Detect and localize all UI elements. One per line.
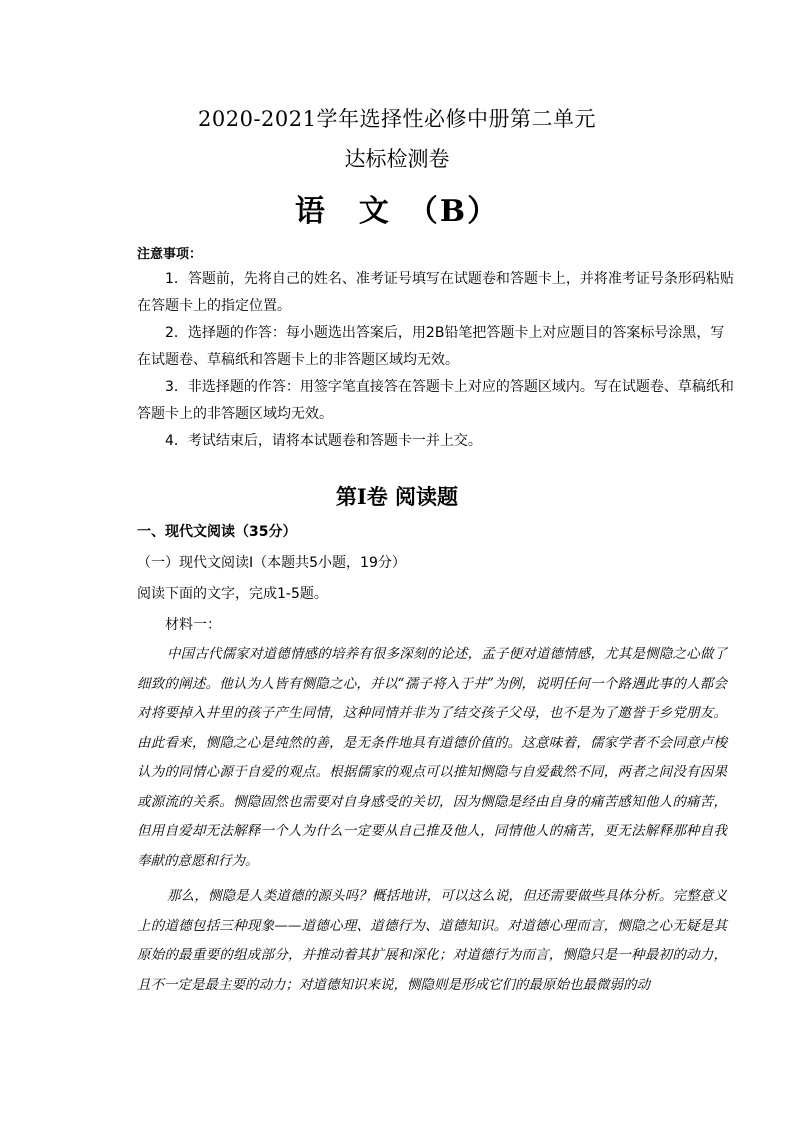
exam-title-line1: 2020-2021学年选择性必修中册第二单元 — [198, 107, 596, 131]
subject-title: 语 文 （B） — [294, 194, 500, 229]
instruction: 阅读下面的文字，完成1-5题。 — [137, 586, 328, 602]
material-label: 材料一： — [165, 617, 221, 633]
exam-title-line2: 达标检测卷 — [344, 147, 450, 171]
notice-item-3: 3．非选择题的作答：用签字笔直接答在答题卡上对应的答题区域内。写在试题卷、草稿纸和答题卡上的非答题区域均无效。 — [137, 379, 734, 422]
sub-heading: （一）现代文阅读Ⅰ（本题共5小题，19分） — [137, 555, 406, 571]
paragraph-1: 中国古代儒家对道德情感的培养有很多深刻的论述，孟子便对道德情感，尤其是恻隐之心做了细致的阐述。他认为人皆有恻隐之心，并以“孺子将入于井”为例，说明任何一个路遇此事的人都会对将要掉入井里的孩子产生同情，这种同情并非为了结交孩子父母，也不是为了邀誉于乡党朋友。由此看来，恻隐之心是纯然的善，是无条件地具有道德价值的。这意味着，儒家学者不会同意卢梭认为的同情心源于自爱的观点。根据儒家的观点可以推知恻隐与自爱截然不同，两者之间没有因果或源流的关系。恻隐固然也需要对自身感受的关切，因为恻隐是经由自身的痛苦感知他人的痛苦，但用自爱却无法解释一个人为什么一定要从自己推及他人，同情他人的痛苦，更无法解释那种自我奉献的意愿和行为。 — [137, 646, 727, 869]
part-heading: 一、现代文阅读（35分） — [137, 524, 297, 540]
notice-heading: 注意事项： — [137, 247, 203, 262]
section-title: 第Ⅰ卷 阅读题 — [335, 484, 459, 509]
material-body — [137, 640, 727, 1000]
notice-item-1: 1．答题前，先将自己的姓名、准考证号填写在试题卷和答题卡上，并将准考证号条形码粘贴在答题卡上的指定位置。 — [137, 271, 734, 314]
paragraph-2: 那么，恻隐是人类道德的源头吗？概括地讲，可以这么说，但还需要做些具体分析。完整意义上的道德包括三种现象——道德心理、道德行为、道德知识。对道德心理而言，恻隐之心无疑是其原始的最重要的组成部分，并推动着其扩展和深化；对道德行为而言，恻隐只是一种最初的动力，且不一定是最主要的动力；对道德知识来说，恻隐则是形成它们的最原始也最微弱的动 — [137, 888, 727, 993]
notice-item-2: 2．选择题的作答：每小题选出答案后，用2B铅笔把答题卡上对应题目的答案标号涂黑，写在试题卷、草稿纸和答题卡上的非答题区域均无效。 — [137, 325, 725, 368]
notice-item-4: 4．考试结束后，请将本试题卷和答题卡一并上交。 — [165, 433, 482, 449]
notice-list — [137, 266, 737, 455]
